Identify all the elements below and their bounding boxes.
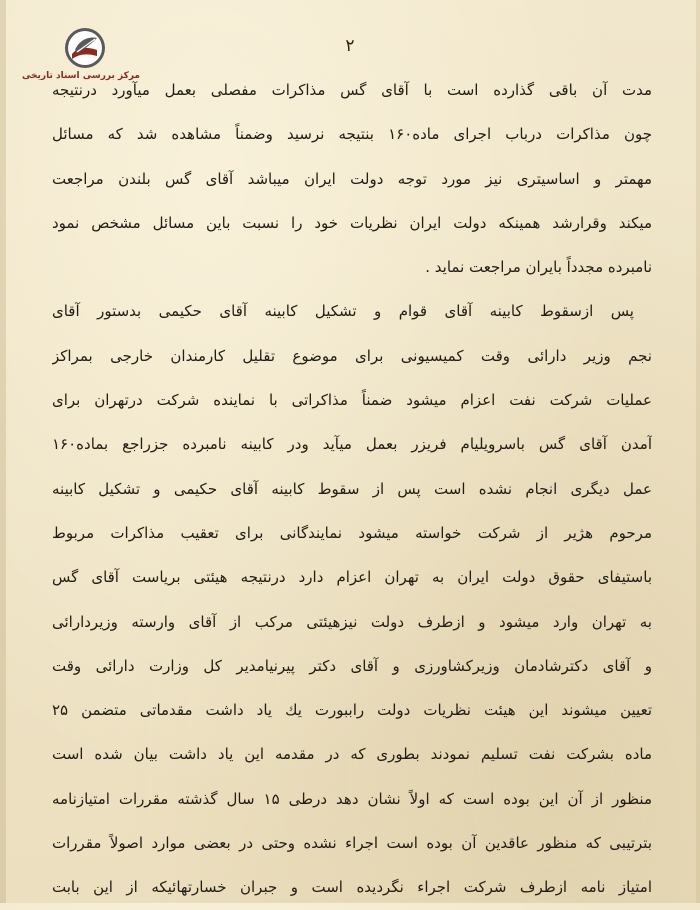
text-line: پس ازسقوط کابینه آقای قوام و تشکیل کابینه آقای حکیمی بدستور آقای (52, 302, 634, 321)
text-line: به تهران وارد میشود و ازطرف دولت نیزهیئتی مرکب از آقای وارسته وزیردارائی (52, 612, 652, 631)
document-body (52, 68, 652, 910)
text-line: چون مذاکرات درباب اجرای ماده۱۶۰ بنتیجه نرسید وضمناً مشاهده شد که مسائل (52, 125, 652, 144)
text-line: مرحوم هژیر از شرکت خواسته میشود نمایندگانی برای تعقیب مذاکرات مربوط (52, 523, 652, 542)
text-line: مدت آن باقی گذارده است با آقای گس مذاکرات مفصلی بعمل میآورد درنتیجه (52, 81, 652, 99)
text-line: میکند وقرارشد همینکه دولت ایران نظریات خود را نسبت باین مسائل مشخص نمود (52, 213, 652, 232)
text-line: تعیین میشوند این هیئت نظریات دولت راببورت یك یاد داشت مقدماتی متضمن ۲۵ (52, 701, 652, 720)
watermark-text: مرکز بررسی اسناد تاریخی (21, 71, 140, 81)
text-line: عمل دیگری انجام نشده است پس از سقوط کابینه آقای حکیمی و تشکیل کابینه (52, 479, 652, 498)
text-line: بترتیبی که منظور عاقدین آن بوده است اجراء نشده وحتی در بعضی موارد اصولاً مقررات (52, 834, 652, 853)
paragraph-1 (52, 68, 652, 289)
paragraph-2 (52, 289, 652, 909)
text-line: باستیفای حقوق دولت ایران به تهران اعزام دارد درنتیجه هیئتی بریاست آقای گس (52, 568, 652, 587)
text-line: منظور از آن این بوده است که اولاً نشان دهد درطی ۱۵ سال گذشته مقررات امتیازنامه (52, 789, 652, 808)
text-line: عملیات شرکت نفت اعزام میشود ضمناً مذاکراتی با نماینده شرکت درتهران برای (52, 391, 652, 410)
text-line: نجم وزیر دارائی وقت کمیسیونی برای موضوع تقلیل کارمندان خارجی بمراکز (52, 346, 652, 365)
text-line: آمدن آقای گس باسرویلیام فریزر بعمل میآید ودر کابینه نامبرده جزراجع بماده۱۶۰ (52, 435, 652, 454)
page-number: ۲ (345, 36, 355, 56)
text-line: مهمتر و اساسیتری نیز مورد توجه دولت ایران میباشد آقای گس بلندن مراجعت (52, 169, 652, 188)
text-line: نامبرده مجدداً بایران مراجعت نماید . (425, 258, 652, 277)
text-line: و آقای دکترشادمان وزیرکشاورزی و آقای دکتر پیرنیامدیر کل وزارت دارائی وقت (52, 656, 652, 675)
text-line: امتیاز نامه ازطرف شرکت اجراء نگردیده است و جبران خسارتهائیکه از این بابت (52, 878, 652, 897)
text-line: ماده بشرکت نفت تسلیم نمودند بطوری که در مقدمه این یاد داشت بیان شده است (52, 745, 652, 764)
